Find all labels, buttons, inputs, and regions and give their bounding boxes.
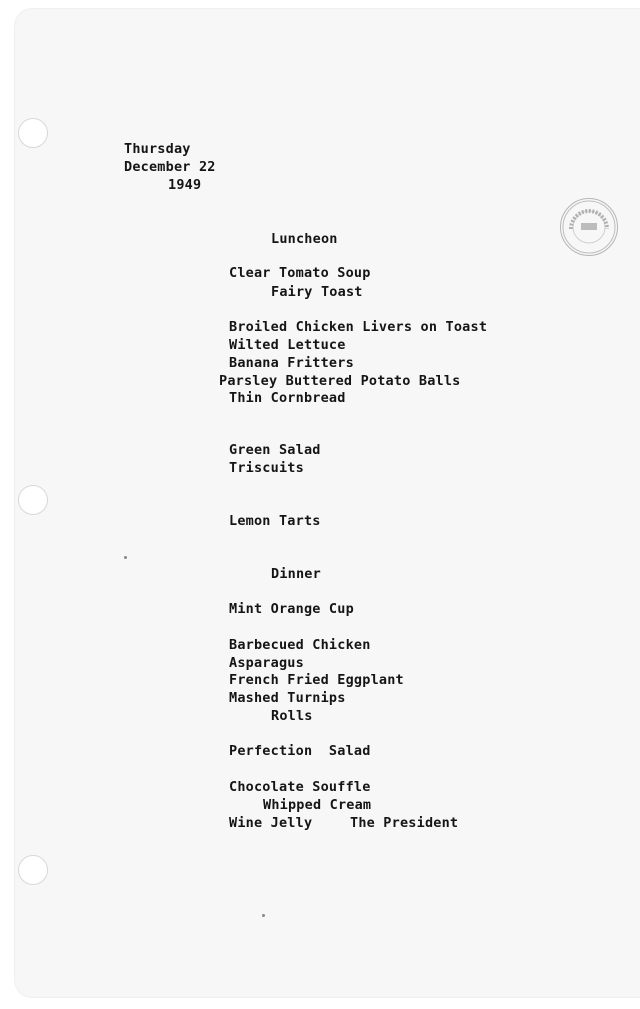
menu-item: Lemon Tarts <box>229 513 321 529</box>
menu-item: Triscuits <box>229 460 304 476</box>
menu-item: Whipped Cream <box>263 797 372 813</box>
menu-item: Mashed Turnips <box>229 690 346 706</box>
punch-hole-bottom <box>18 855 48 885</box>
menu-item: Wine Jelly <box>229 815 313 831</box>
menu-item: Rolls <box>271 708 313 724</box>
menu-item: Perfection Salad <box>229 743 371 759</box>
menu-item: Thin Cornbread <box>229 390 346 406</box>
date-month-day: December 22 <box>124 159 216 175</box>
menu-item: Fairy Toast <box>271 284 363 300</box>
punch-hole-middle <box>18 485 48 515</box>
paper-speck <box>124 556 127 559</box>
punch-hole-top <box>18 118 48 148</box>
dinner-heading: Dinner <box>271 566 321 582</box>
menu-page <box>14 8 640 998</box>
menu-item: Green Salad <box>229 442 321 458</box>
menu-item: Clear Tomato Soup <box>229 265 371 281</box>
menu-note: The President <box>350 815 459 831</box>
library-stamp <box>560 198 618 256</box>
menu-item: Broiled Chicken Livers on Toast <box>229 319 488 335</box>
menu-item: Chocolate Souffle <box>229 779 371 795</box>
menu-item: Parsley Buttered Potato Balls <box>219 373 461 389</box>
menu-item: Wilted Lettuce <box>229 337 346 353</box>
library-stamp-seal <box>561 199 617 255</box>
paper-speck <box>262 914 265 917</box>
menu-item: Banana Fritters <box>229 355 354 371</box>
luncheon-heading: Luncheon <box>271 231 338 247</box>
menu-item: French Fried Eggplant <box>229 672 404 688</box>
menu-item: Mint Orange Cup <box>229 601 354 617</box>
menu-item: Barbecued Chicken <box>229 637 371 653</box>
date-weekday: Thursday <box>124 141 191 157</box>
menu-item: Asparagus <box>229 655 304 671</box>
date-year: 1949 <box>168 177 202 193</box>
